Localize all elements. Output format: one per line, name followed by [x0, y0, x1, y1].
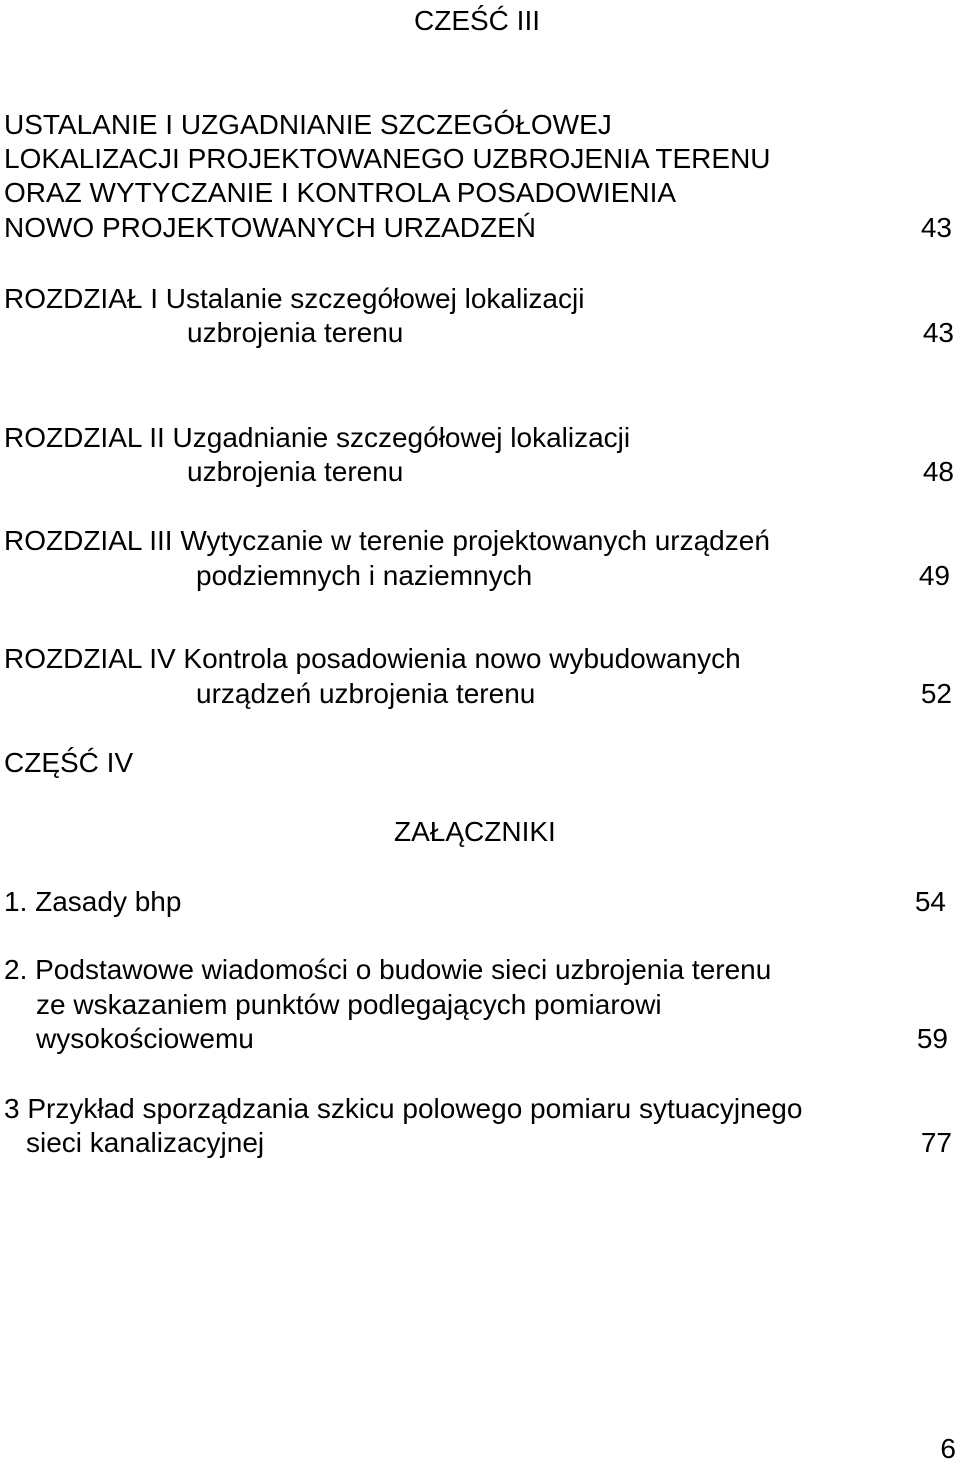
attachment-title: 1. Zasady bhp	[4, 886, 182, 917]
chapter-title-cont: podziemnych i naziemnych	[196, 560, 533, 591]
section-title-line: NOWO PROJEKTOWANYCH URZADZEŃ	[4, 212, 537, 243]
chapter-title-cont: urządzeń uzbrojenia terenu	[196, 678, 536, 709]
section-title-line: LOKALIZACJI PROJEKTOWANEGO UZBROJENIA TERENU	[4, 143, 771, 174]
attachment-page-number: 77	[920, 1127, 952, 1158]
chapter-page-number: 52	[920, 678, 952, 709]
section-page-number: 43	[920, 212, 952, 243]
attachment-title: 3 Przykład sporządzania szkicu polowego pomiaru sytuacyjnego	[4, 1093, 803, 1124]
attachment-title: 2. Podstawowe wiadomości o budowie sieci uzbrojenia terenu	[4, 954, 772, 985]
chapter-page-number: 49	[918, 560, 950, 591]
chapter-title-cont: uzbrojenia terenu	[187, 456, 404, 487]
chapter-title: ROZDZIAL II Uzgadnianie szczegółowej lokalizacji	[4, 422, 631, 453]
page-number: 6	[940, 1433, 956, 1464]
part-4-title: CZĘŚĆ IV	[4, 747, 134, 778]
attachment-page-number: 54	[914, 886, 946, 917]
chapter-title-cont: uzbrojenia terenu	[187, 317, 404, 348]
chapter-title: ROZDZIAL III Wytyczanie w terenie projektowanych urządzeń	[4, 525, 770, 556]
section-title-line: USTALANIE I UZGADNIANIE SZCZEGÓŁOWEJ	[4, 109, 612, 140]
part-3-title: CZEŚĆ III	[414, 5, 541, 36]
attachment-title-cont: sieci kanalizacyjnej	[26, 1127, 265, 1158]
chapter-title: ROZDZIAŁ I Ustalanie szczegółowej lokalizacji	[4, 283, 585, 314]
chapter-page-number: 48	[922, 456, 954, 487]
attachment-title-cont: ze wskazaniem punktów podlegających pomiarowi	[36, 989, 662, 1020]
section-title-line: ORAZ WYTYCZANIE I KONTROLA POSADOWIENIA	[4, 177, 677, 208]
attachment-page-number: 59	[916, 1023, 948, 1054]
chapter-page-number: 43	[922, 317, 954, 348]
attachments-heading: ZAŁĄCZNIKI	[394, 816, 556, 847]
chapter-title: ROZDZIAL IV Kontrola posadowienia nowo wybudowanych	[4, 643, 741, 674]
attachment-title-cont: wysokościowemu	[36, 1023, 254, 1054]
